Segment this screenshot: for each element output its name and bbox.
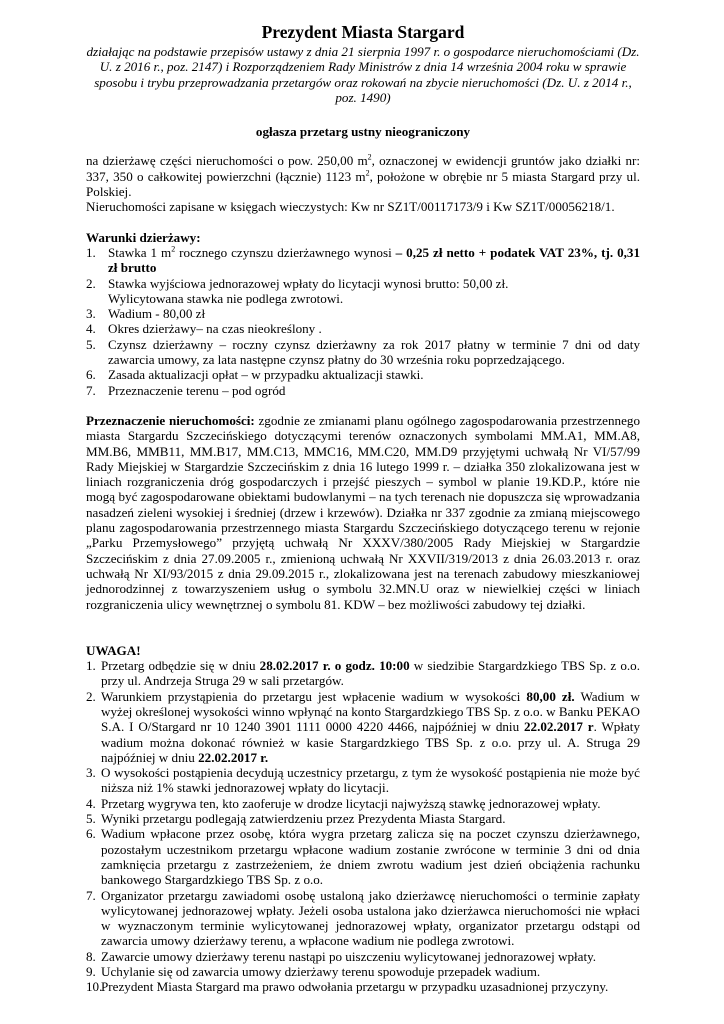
unit-superscript: 2: [171, 244, 176, 254]
item-text: Wylicytowana stawka nie podlega zwrotowi.: [108, 290, 344, 306]
legal-basis: działając na podstawie przepisów ustawy z dnia 21 sierpnia 1997 r. o gospodarce nieruchomościami (Dz. U. z 2016 r., poz. 2147) i Rozporządzeniem Rady Ministrów z dnia 14 września 2004 roku w sprawie sposobu i trybu przeprowadzania przetargów oraz rokowań na zbycie nieruchomości (Dz. U. z 2014 r., poz. 1490): [86, 44, 640, 105]
uwaga-item: [86, 964, 640, 979]
item-text: Organizator przetargu zawiadomi osobę ustaloną jako dzierżawcę nieruchomości o terminie zapłaty wylicytowanej jednorazowej wpłaty. Jeżeli osoba ustalona jako dzierżawca nieruchomości nie wpłaci w wyznaczonym terminie wylicytowanej jednorazowej wpłaty, organizator przetargu odstąpi od zawarcia umowy dzierżawy terenu, a wpłacone wadium nie podlega zwrotowi.: [101, 887, 640, 949]
conditions-item: [86, 321, 640, 336]
unit-superscript: 2: [365, 168, 370, 178]
land-registry-paragraph: Nieruchomości zapisane w księgach wieczystych: Kw nr SZ1T/00117173/9 i Kw SZ1T/00056218/1.: [86, 199, 615, 215]
item-text: Okres dzierżawy– na czas nieokreślony .: [108, 321, 322, 337]
intro-text-b: , oznaczonej w ewidencji gruntów jako działki nr: 337, 350 o całkowitej powierzchni (łącznie) 1123 m: [86, 153, 640, 184]
item-text: Czynsz dzierżawny – roczny czynsz dzierżawny za rok 2017 płatny w terminie 7 dni od daty zawarcia umowy, za lata następne czynsz płatny do 30 września roku poprzedzającego.: [108, 336, 640, 368]
item-number: 2.: [86, 688, 96, 704]
uwaga-item: [86, 979, 640, 994]
item-text: Prezydent Miasta Stargard ma prawo odwołania przetargu w przypadku uzasadnionej przyczyny.: [101, 979, 609, 995]
item-number: 5.: [86, 336, 96, 352]
intro-paragraph: [86, 153, 640, 199]
item-text: rocznego czynszu dzierżawnego wynosi: [175, 244, 396, 260]
item-number: 4.: [86, 795, 96, 811]
uwaga-item: [86, 949, 640, 964]
uwaga-item: [86, 888, 640, 949]
uwaga-item: [86, 796, 640, 811]
item-text: Przetarg wygrywa ten, kto zaoferuje w drodze licytacji najwyższą stawkę jednorazowej wpłaty.: [101, 795, 601, 811]
conditions-list: [86, 245, 640, 398]
conditions-item: [86, 276, 640, 307]
intro-text-a: na dzierżawę części nieruchomości o pow. 250,00 m: [86, 153, 368, 169]
intro-text-c: , położone w obrębie nr 5 miasta Stargard przy ul. Polskiej.: [86, 168, 640, 200]
item-number: 8.: [86, 948, 96, 964]
uwaga-item: [86, 826, 640, 887]
item-number: 10.: [86, 979, 103, 995]
uwaga-item: [86, 811, 640, 826]
conditions-item: [86, 306, 640, 321]
item-text: Zasada aktualizacji opłat – w przypadku aktualizacji stawki.: [108, 367, 424, 383]
purpose-text: zgodnie ze zmianami planu ogólnego zagospodarowania przestrzennego miasta Stargardu Szczecińskiego dotyczącymi terenów oznaczonych symbolami MM.A1, MM.A8, MM.B6, MMB11, MM.B17, MM.C13, MMC16, MM.C20, MM.D9 przyjętymi uchwałą Nr VI/57/99 Rady Miejskiej w Stargardzie Szczecińskim z dnia 16 lutego 1999 r. – działka 350 zlokalizowana jest w liniach rozgraniczenia dróg gospodarczych i przejść pieszych – symbol w planie 19.KD.P., które nie mogą być zagospodarowane obiektami budowlanymi – na tych terenach nie dopuszcza się wprowadzania nasadzeń zieleni wysokiej i średniej (drzew i krzewów). Działka nr 337 zgodnie za zmianą miejscowego planu zagospodarowania przestrzennego miasta Stargardu Szczecińskiego dotyczącego terenu w rejonie „Parku Przemysłowego” przyjętą uchwałą Nr XXXV/380/2005 Rady Miejskiej w Stargardzie Szczecińskim z dnia 27.09.2005 r., zmienioną uchwałą Nr XXVII/319/2013 z dnia 26.03.2013 r. oraz uchwałą Nr XI/93/2015 z dnia 29.09.2015 r., zlokalizowana jest na terenach zabudowy mieszkaniowej jednorodzinnej z towarzyszeniem usług o symbolu 32.MN.U oraz w niewielkiej części w liniach rozgraniczenia ulicy wewnętrznej o symbolu 81. KDW – bez możliwości zabudowy tej działki.: [86, 412, 640, 612]
deposit-deadline: 22.02.2017 r: [523, 719, 594, 735]
conditions-item: [86, 337, 640, 368]
item-text: Wadium wpłacone przez osobę, która wygra przetarg zalicza się na poczet czynszu dzierżawnego, pozostałym uczestnikom przetargu wpłacone wadium zostanie zwrócone w terminie 3 dni od dnia zamknięcia przetargu z zastrzeżeniem, że dniem zwrotu wadium jest dzień obciążenia rachunku bankowego Stargardzkiego TBS Sp. z o.o.: [101, 826, 640, 888]
uwaga-item: [86, 765, 640, 796]
uwaga-title: UWAGA!: [86, 642, 141, 658]
auction-date: 28.02.2017 r. o godz. 10:00: [259, 658, 410, 674]
item-text: w siedzibie Stargardzkiego TBS Sp. z o.o. przy ul. Andrzeja Struga 29 w sali przetargów.: [101, 658, 640, 689]
conditions-item: [86, 245, 640, 276]
purpose-label: Przeznaczenie nieruchomości:: [86, 412, 255, 428]
document-title: Prezydent Miasta Stargard: [261, 22, 465, 42]
item-number: 9.: [86, 964, 96, 980]
uwaga-item: [86, 689, 640, 765]
item-text: Uchylanie się od zawarcia umowy dzierżawy terenu spowoduje przepadek wadium.: [101, 964, 541, 980]
item-number: 1.: [86, 244, 96, 260]
item-text: Wadium - 80,00 zł: [108, 306, 206, 322]
item-text: Warunkiem przystąpienia do przetargu jest wpłacenie wadium w wysokości: [101, 688, 527, 704]
item-number: 3.: [86, 306, 96, 322]
item-number: 6.: [86, 826, 96, 842]
item-text: . Wpłaty wadium można dokonać również w kasie Stargardzkiego TBS Sp. z o.o. przy ul. A. Struga 29 najpóźniej w dniu: [101, 719, 640, 765]
unit-superscript: 2: [367, 153, 372, 163]
deposit-amount: 80,00 zł.: [526, 688, 575, 704]
item-text: Wadium w wyżej określonej wysokości winno wpłynąć na konto Stargardzkiego TBS Sp. z o.o. w Banku PEKAO S.A. I O/Stargard nr 10 1240 3901 1111 0000 4220 4466, najpóźniej w dniu: [101, 688, 640, 735]
conditions-title: Warunki dzierżawy:: [86, 229, 201, 245]
item-number: 2.: [86, 275, 96, 291]
item-number: 6.: [86, 367, 96, 383]
item-text: Wyniki przetargu podlegają zatwierdzeniu przez Prezydenta Miasta Stargard.: [101, 811, 506, 827]
item-text: O wysokości postąpienia decydują uczestnicy przetargu, z tym że wysokość postąpienia nie może być niższa niż 1% stawki jednorazowej wpłaty do licytacji.: [101, 765, 640, 796]
item-text: Przetarg odbędzie się w dniu: [101, 658, 260, 674]
item-text: Stawka wyjściowa jednorazowej wpłaty do licytacji wynosi brutto: 50,00 zł.: [108, 275, 509, 291]
rate-value: – 0,25 zł netto + podatek VAT 23%, tj. 0,31 zł brutto: [108, 244, 641, 276]
announcement-heading: ogłasza przetarg ustny nieograniczony: [255, 124, 471, 140]
item-number: 4.: [86, 321, 96, 337]
uwaga-list: [86, 658, 640, 995]
conditions-item: [86, 383, 640, 398]
item-text: Stawka 1 m: [108, 244, 172, 260]
purpose-paragraph: [86, 413, 640, 612]
item-number: 3.: [86, 765, 96, 781]
deposit-deadline: 22.02.2017 r.: [198, 749, 269, 765]
item-number: 5.: [86, 811, 96, 827]
uwaga-item: [86, 658, 640, 689]
item-number: 7.: [86, 382, 96, 398]
item-number: 1.: [86, 658, 96, 674]
conditions-item: [86, 367, 640, 382]
item-text: Przeznaczenie terenu – pod ogród: [108, 382, 286, 398]
item-number: 7.: [86, 887, 96, 903]
item-text: Zawarcie umowy dzierżawy terenu nastąpi po uiszczeniu wylicytowanej jednorazowej wpłaty.: [101, 948, 597, 964]
